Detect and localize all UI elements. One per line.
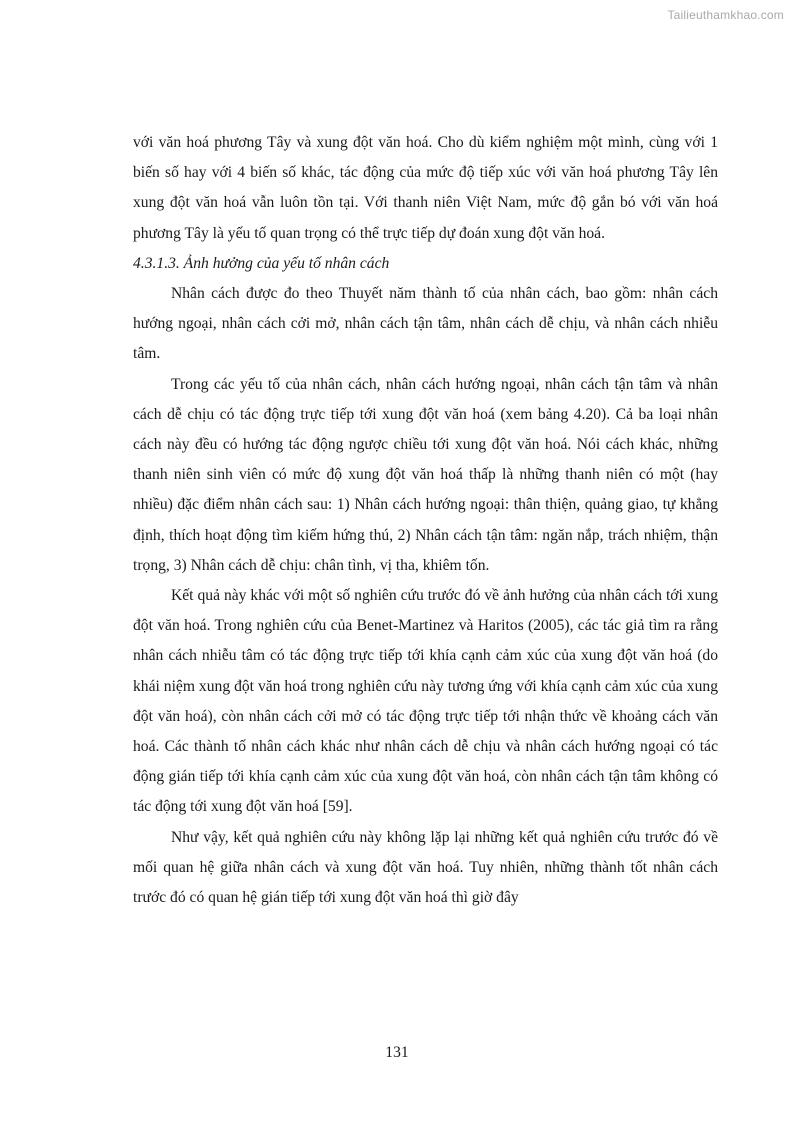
paragraph-prior-research: Kết quả này khác với một số nghiên cứu trước đó về ảnh hưởng của nhân cách tới xung đột văn hoá. Trong nghiên cứu của Benet-Martinez và Haritos (2005), các tác giả tìm ra rằng nhân cách nhiễu tâm có tác động trực tiếp tới khía cạnh cảm xúc của xung đột văn hoá (do khái niệm xung đột văn hoá trong nghiên cứu này tương ứng với khía cạnh cảm xúc của xung đột văn hoá), còn nhân cách cởi mở có tác động trực tiếp tới nhận thức về khoảng cách văn hoá. Các thành tố nhân cách khác như nhân cách dễ chịu và nhân cách hướng ngoại có tác động gián tiếp tới khía cạnh cảm xúc của xung đột văn hoá, còn nhân cách tận tâm không có tác động tới xung đột văn hoá [59].	[133, 587, 718, 816]
section-heading: 4.3.1.3. Ảnh hưởng của yếu tố nhân cách	[133, 254, 390, 272]
paragraph-continuation: với văn hoá phương Tây và xung đột văn hoá. Cho dù kiểm nghiệm một mình, cùng với 1 biến số hay với 4 biến số khác, tác động của mức độ tiếp xúc với văn hoá phương Tây lên xung đột văn hoá vẫn luôn tồn tại. Với thanh niên Việt Nam, mức độ gắn bó với văn hoá phương Tây là yếu tố quan trọng có thể trực tiếp dự đoán xung đột văn hoá.	[133, 134, 718, 242]
page-number: 131	[385, 1044, 409, 1061]
watermark-text: Tailieuthamkhao.com	[667, 8, 784, 22]
paragraph-conclusion: Như vậy, kết quả nghiên cứu này không lặp lại những kết quả nghiên cứu trước đó về mối quan hệ giữa nhân cách và xung đột văn hoá. Tuy nhiên, những thành tốt nhân cách trước đó có quan hệ gián tiếp tới xung đột văn hoá thì giờ đây	[133, 828, 718, 907]
paragraph-personality-definition: Nhân cách được đo theo Thuyết năm thành tố của nhân cách, bao gồm: nhân cách hướng ngoại, nhân cách cởi mở, nhân cách tận tâm, nhân cách dễ chịu, và nhân cách nhiễu tâm.	[133, 285, 718, 363]
paragraph-personality-effects: Trong các yếu tố của nhân cách, nhân cách hướng ngoại, nhân cách tận tâm và nhân cách dễ chịu có tác động trực tiếp tới xung đột văn hoá (xem bảng 4.20). Cả ba loại nhân cách này đều có hướng tác động ngược chiều tới xung đột văn hoá. Nói cách khác, những thanh niên sinh viên có mức độ xung đột văn hoá thấp là những thanh niên có một (hay nhiều) đặc điểm nhân cách sau: 1) Nhân cách hướng ngoại: thân thiện, quảng giao, tự khẳng định, thích hoạt động tìm kiếm hứng thú, 2) Nhân cách tận tâm: ngăn nắp, trách nhiệm, thận trọng, 3) Nhân cách dễ chịu: chân tình, vị tha, khiêm tốn.	[133, 375, 718, 574]
document-body	[133, 128, 718, 913]
